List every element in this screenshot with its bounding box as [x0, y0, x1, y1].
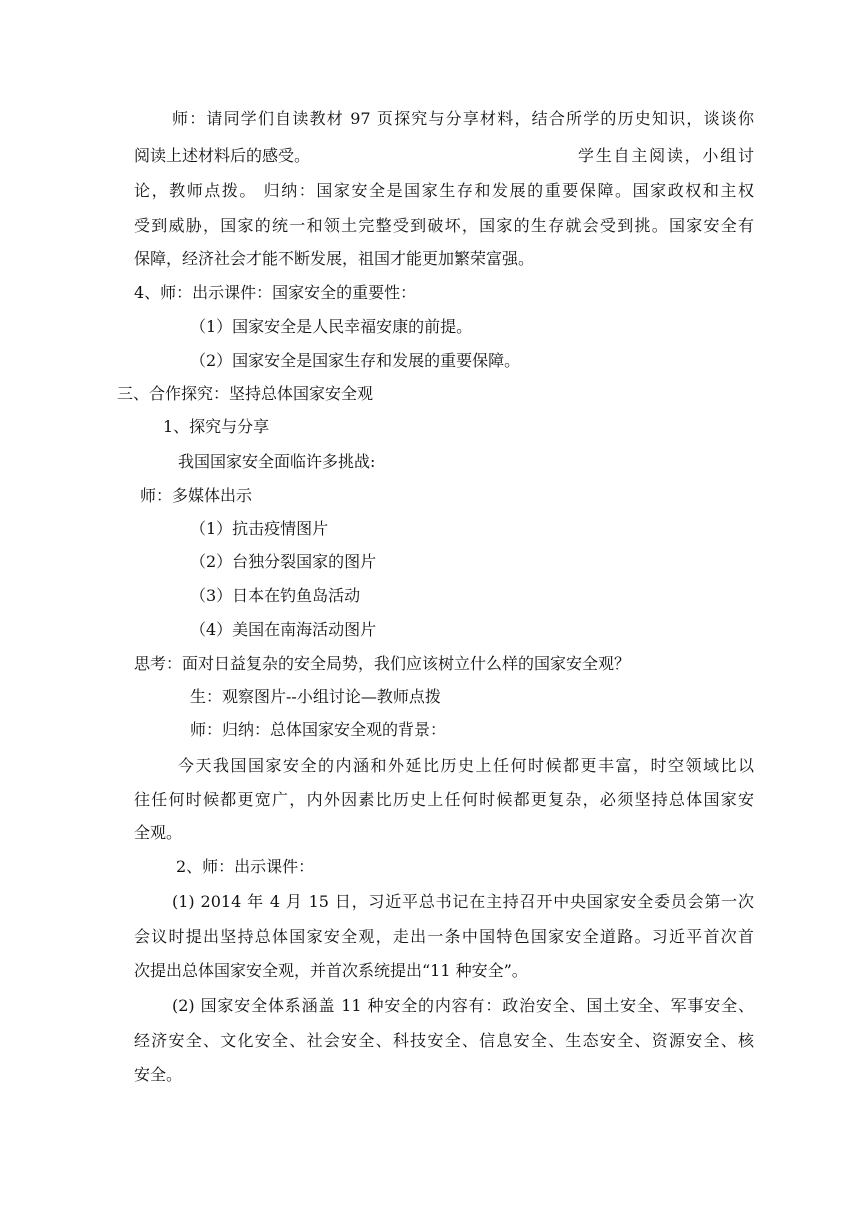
list-item: （4）美国在南海活动图片 — [190, 620, 377, 639]
paragraph-line: 师：归纳：总体国家安全观的背景： — [190, 720, 447, 739]
paragraph-line: 安全。 — [134, 1065, 183, 1084]
paragraph-line — [134, 215, 754, 237]
list-item: （2）台独分裂国家的图片 — [190, 552, 377, 571]
paragraph-line — [172, 891, 754, 913]
paragraph-text: 师：请同学们自读教材 97 页探究与分享材料，结合所学的历史知识，谈谈你 — [172, 109, 754, 128]
subsection-heading: 2、师：出示课件： — [176, 857, 315, 876]
paragraph-text: 今天我国国家安全的内涵和外延比历史上任何时候都更丰富，时空领域比以 — [178, 756, 754, 775]
paragraph-line — [134, 926, 754, 948]
list-item: （1）抗击疫情图片 — [190, 519, 329, 538]
item-heading: 4、师：出示课件：国家安全的重要性： — [134, 283, 417, 302]
paragraph-line — [134, 180, 754, 202]
list-item: （2）国家安全是国家生存和发展的重要保障。 — [190, 351, 521, 370]
paragraph-line — [172, 108, 754, 130]
list-item: （3）日本在钓鱼岛活动 — [190, 586, 361, 605]
question-line: 思考：面对日益复杂的安全局势，我们应该树立什么样的国家安全观？ — [134, 654, 631, 673]
paragraph-text: 经济安全、文化安全、社会安全、科技安全、信息安全、生态安全、资源安全、核 — [134, 1031, 754, 1050]
paragraph-line: 保障，经济社会才能不断发展，祖国才能更加繁荣富强。 — [134, 249, 535, 268]
section-heading: 三、合作探究：坚持总体国家安全观 — [117, 384, 374, 403]
paragraph-text: 会议时提出坚持总体国家安全观，走出一条中国特色国家安全道路。习近平首次首 — [134, 927, 754, 946]
paragraph-line: 生：观察图片--小组讨论—教师点拨 — [190, 687, 441, 706]
paragraph-text: (1) 2014 年 4 月 15 日，习近平总书记在主持召开中央国家安全委员会第一次 — [172, 892, 754, 911]
paragraph-text: 受到威胁，国家的统一和领土完整受到破坏，国家的生存就会受到挑。国家安全有 — [134, 216, 754, 235]
paragraph-text: (2) 国家安全体系涵盖 11 种安全的内容有：政治安全、国土安全、军事安全、 — [172, 996, 754, 1015]
list-item: （1）国家安全是人民幸福安康的前提。 — [190, 317, 473, 336]
paragraph-text: 论，教师点拨。 归纳：国家安全是国家生存和发展的重要保障。国家政权和主权 — [134, 181, 754, 200]
paragraph-text: 往任何时候都更宽广，内外因素比历史上任何时候都更复杂，必须坚持总体国家安 — [134, 790, 754, 809]
paragraph-line — [178, 755, 754, 777]
paragraph-line: 次提出总体国家安全观，并首次系统提出“11 种安全”。 — [134, 961, 528, 980]
paragraph-line: 学生自主阅读，小组讨 — [578, 146, 754, 165]
subsection-heading: 1、探究与分享 — [163, 417, 270, 436]
paragraph-line: 阅读上述材料后的感受。 — [134, 146, 311, 165]
paragraph-line — [134, 1030, 754, 1052]
paragraph-line: 我国国家安全面临许多挑战: — [178, 452, 376, 471]
paragraph-line — [172, 995, 754, 1017]
paragraph-line: 全观。 — [134, 823, 183, 842]
paragraph-line: 师：多媒体出示 — [140, 486, 253, 505]
paragraph-line — [134, 789, 754, 811]
